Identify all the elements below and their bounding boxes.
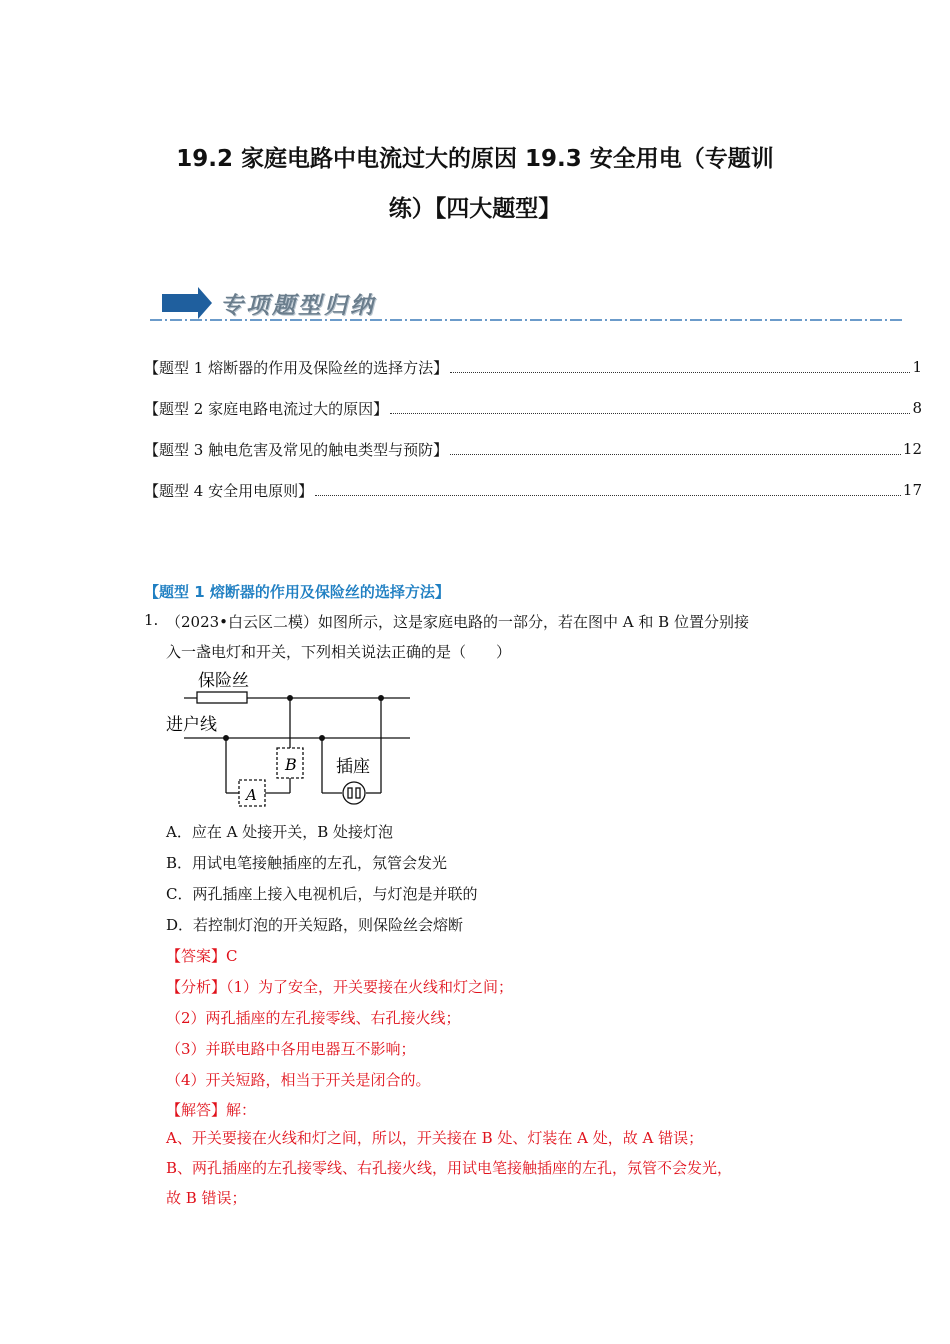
toc-item-label: 【题型 1 熔断器的作用及保险丝的选择方法】 xyxy=(144,358,449,377)
box-a-label: A xyxy=(246,786,257,804)
fuse-label: 保险丝 xyxy=(198,671,249,691)
toc-item-page: 1 xyxy=(912,358,922,376)
toc-item-page: 8 xyxy=(912,399,922,417)
toc-item-3[interactable] xyxy=(144,437,922,461)
toc-item-page: 12 xyxy=(902,440,922,458)
toc-leader xyxy=(450,454,901,455)
socket-label: 插座 xyxy=(336,757,370,777)
question-text-line2: 入一盏电灯和开关，下列相关说法正确的是（ ） xyxy=(166,643,512,661)
junction-dot xyxy=(378,695,384,701)
banner-arrow-head xyxy=(198,287,212,319)
toc-item-1[interactable] xyxy=(144,355,922,379)
junction-dot xyxy=(287,695,293,701)
analysis-line-4: （4）开关短路，相当于开关是闭合的。 xyxy=(166,1071,431,1089)
option-a[interactable]: A．应在 A 处接开关，B 处接灯泡 xyxy=(166,823,393,841)
toc-item-2[interactable] xyxy=(144,396,922,420)
banner-arrow-body xyxy=(162,294,200,312)
solution-line-3: B、两孔插座的左孔接零线、右孔接火线，用试电笔接触插座的左孔，氖管不会发光， xyxy=(166,1159,733,1177)
analysis-line-3: （3）并联电路中各用电器互不影响； xyxy=(166,1040,416,1058)
junction-dot xyxy=(319,735,325,741)
solution-line-2: A、开关要接在火线和灯之间，所以，开关接在 B 处、灯装在 A 处，故 A 错误； xyxy=(166,1129,704,1147)
socket-symbol xyxy=(343,782,365,804)
question-number: 1. xyxy=(144,611,159,629)
option-b[interactable]: B．用试电笔接触插座的左孔，氖管会发光 xyxy=(166,854,448,872)
solution-line-1: 【解答】解： xyxy=(166,1101,257,1119)
toc-item-label: 【题型 3 触电危害及常见的触电类型与预防】 xyxy=(144,440,449,459)
toc-item-label: 【题型 4 安全用电原则】 xyxy=(144,481,314,500)
line-label: 进户线 xyxy=(166,715,217,735)
toc-leader xyxy=(390,413,910,414)
circuit-diagram xyxy=(162,668,422,813)
question-text-line1: （2023•白云区二模）如图所示，这是家庭电路的一部分，若在图中 A 和 B 位置分别接 xyxy=(166,613,749,631)
doc-title-line2: 练）【四大题型】 xyxy=(388,196,562,222)
analysis-line-2: （2）两孔插座的左孔接零线、右孔接火线； xyxy=(166,1009,461,1027)
toc-item-page: 17 xyxy=(902,481,922,499)
junction-dot xyxy=(223,735,229,741)
analysis-line-1: 【分析】（1）为了安全，开关要接在火线和灯之间； xyxy=(166,978,514,996)
box-b-label: B xyxy=(285,755,297,774)
toc-leader xyxy=(450,372,910,373)
toc-leader xyxy=(315,495,901,496)
answer: 【答案】C xyxy=(166,947,238,965)
toc-item-4[interactable] xyxy=(144,478,922,502)
option-c[interactable]: C．两孔插座上接入电视机后，与灯泡是并联的 xyxy=(166,885,478,903)
section-heading: 【题型 1 熔断器的作用及保险丝的选择方法】 xyxy=(144,583,450,601)
toc-item-label: 【题型 2 家庭电路电流过大的原因】 xyxy=(144,399,389,418)
option-d[interactable]: D．若控制灯泡的开关短路，则保险丝会熔断 xyxy=(166,916,464,934)
doc-title-line1: 19.2 家庭电路中电流过大的原因 19.3 安全用电（专题训 xyxy=(176,146,774,172)
fuse-symbol xyxy=(197,692,247,703)
banner-title: 专项题型归纳 xyxy=(220,293,376,319)
solution-line-4: 故 B 错误； xyxy=(166,1189,247,1207)
